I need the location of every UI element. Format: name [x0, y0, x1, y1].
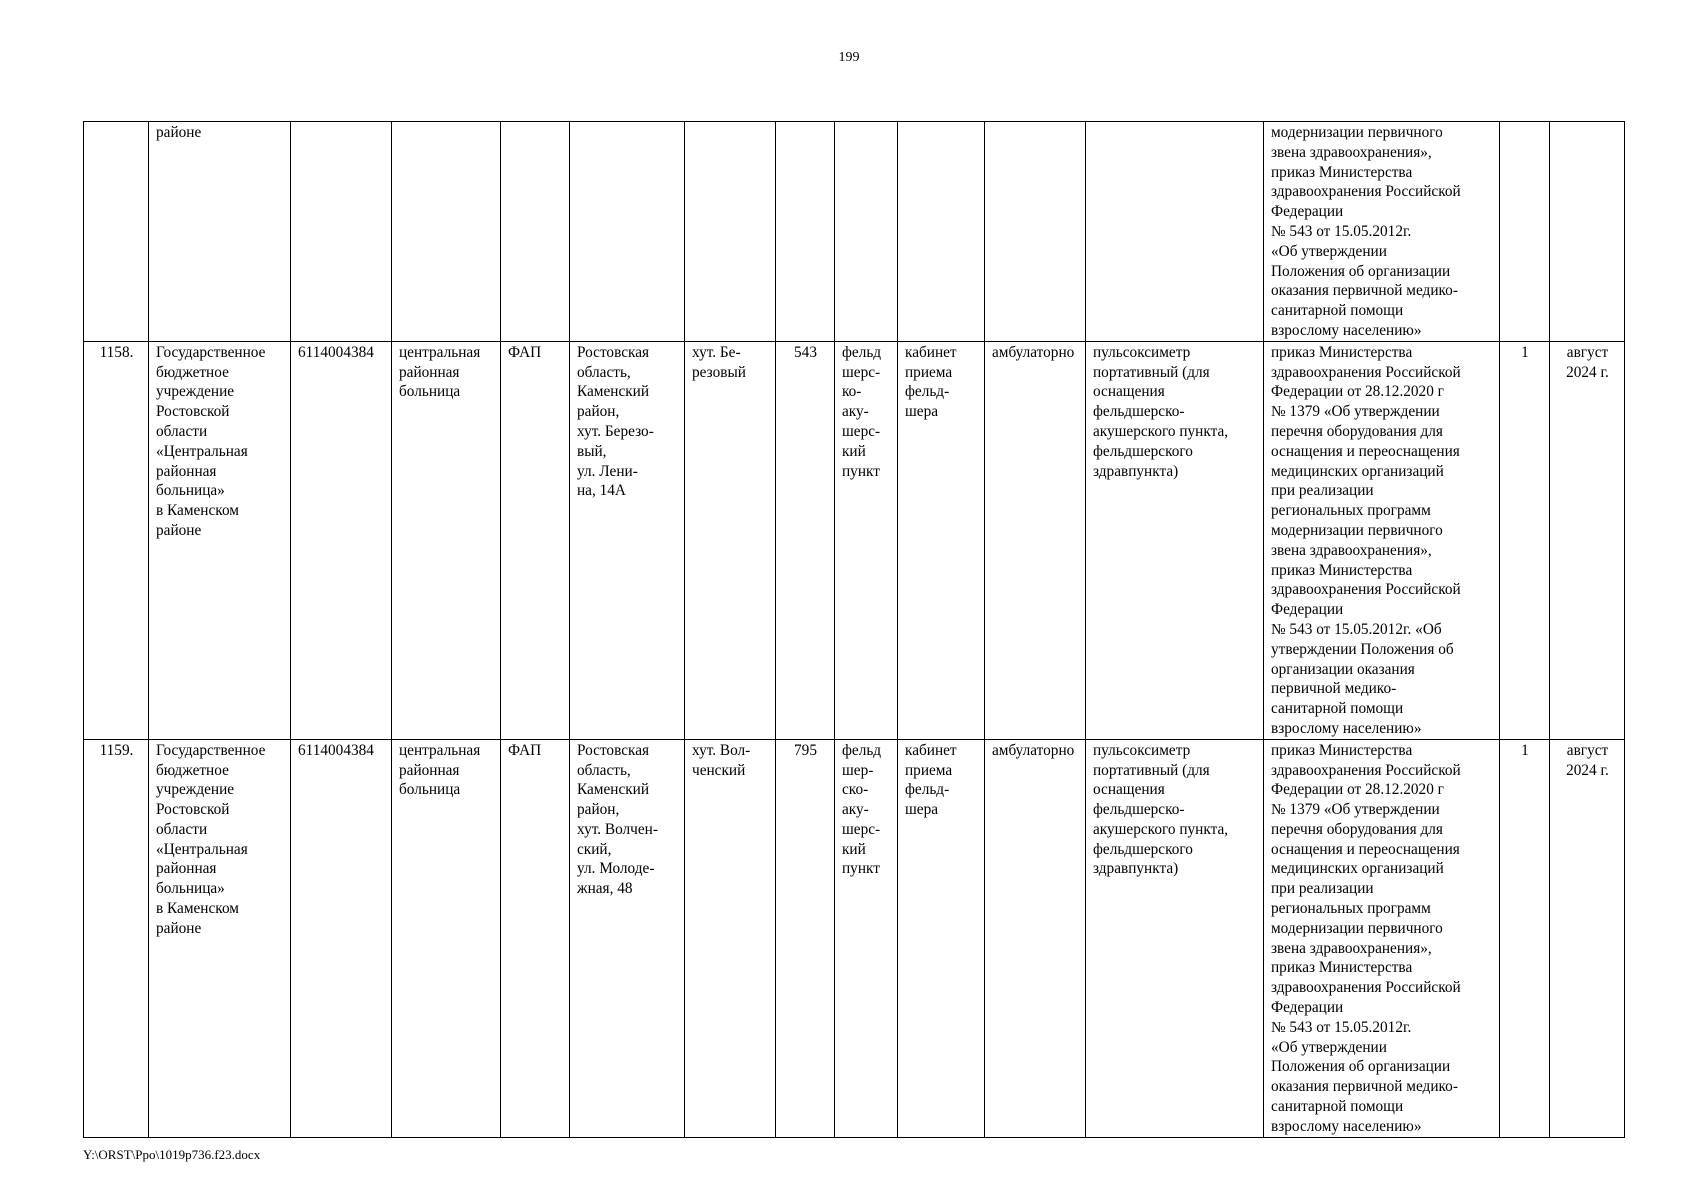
cell-institution-type: центральная районная больница	[392, 739, 501, 1137]
cell-number	[84, 122, 149, 342]
cell-date	[1550, 122, 1625, 342]
cell-quantity: 1	[1500, 739, 1550, 1137]
cell-room	[898, 122, 985, 342]
cell-structural-unit: фельд шерс- ко- аку- шерс- кий пункт	[835, 341, 898, 739]
footer-file-path: Y:\ORST\Ppo\1019p736.f23.docx	[83, 1147, 261, 1162]
cell-structural-unit	[835, 122, 898, 342]
cell-inn: 6114004384	[291, 341, 392, 739]
cell-population: 543	[776, 341, 835, 739]
cell-number: 1159.	[84, 739, 149, 1137]
cell-institution: Государственное бюджетное учреждение Ростовской области «Центральная районная больница» в Каменском районе	[149, 739, 291, 1137]
cell-documents: приказ Министерства здравоохранения Российской Федерации от 28.12.2020 г № 1379 «Об утверждении перечня оборудования для оснащения и переоснащения медицинских организаций при реализации региональных программ модернизации первичного звена здравоохранения», приказ Министерства здравоохранения Российской Федерации № 543 от 15.05.2012г. «Об утверждении Положения об организации оказания первичной медико- санитарной помощи взрослому населению»	[1264, 739, 1500, 1137]
cell-care-mode: амбулаторно	[985, 739, 1086, 1137]
cell-unit	[501, 122, 570, 342]
cell-care-mode: амбулаторно	[985, 341, 1086, 739]
cell-population	[776, 122, 835, 342]
cell-institution-type: центральная районная больница	[392, 341, 501, 739]
cell-settlement: хут. Бе- резовый	[685, 341, 776, 739]
equipment-table	[83, 121, 1625, 1138]
cell-address: Ростовская область, Каменский район, хут. Волчен- ский, ул. Молоде- жная, 48	[570, 739, 685, 1137]
cell-unit: ФАП	[501, 739, 570, 1137]
cell-unit: ФАП	[501, 341, 570, 739]
cell-address: Ростовская область, Каменский район, хут. Березо- вый, ул. Лени- на, 14А	[570, 341, 685, 739]
table-row	[84, 122, 1625, 342]
cell-institution-type	[392, 122, 501, 342]
page-number: 199	[838, 50, 860, 65]
table-row	[84, 739, 1625, 1137]
cell-inn: 6114004384	[291, 739, 392, 1137]
cell-institution: Государственное бюджетное учреждение Ростовской области «Центральная районная больница» в Каменском районе	[149, 341, 291, 739]
cell-number: 1158.	[84, 341, 149, 739]
cell-structural-unit: фельд шер- ско- аку- шерс- кий пункт	[835, 739, 898, 1137]
cell-documents: модернизации первичного звена здравоохранения», приказ Министерства здравоохранения Российской Федерации № 543 от 15.05.2012г. «Об утверждении Положения об организации оказания первичной медико- санитарной помощи взрослому населению»	[1264, 122, 1500, 342]
cell-room: кабинет приема фельд- шера	[898, 341, 985, 739]
cell-equipment: пульсоксиметр портативный (для оснащения фельдшерско- акушерского пункта, фельдшерского здравпункта)	[1086, 739, 1264, 1137]
cell-institution: районе	[149, 122, 291, 342]
cell-equipment: пульсоксиметр портативный (для оснащения фельдшерско- акушерского пункта, фельдшерского здравпункта)	[1086, 341, 1264, 739]
cell-quantity: 1	[1500, 341, 1550, 739]
cell-quantity	[1500, 122, 1550, 342]
cell-care-mode	[985, 122, 1086, 342]
cell-settlement	[685, 122, 776, 342]
cell-settlement: хут. Вол- ченский	[685, 739, 776, 1137]
cell-equipment	[1086, 122, 1264, 342]
cell-date: август 2024 г.	[1550, 739, 1625, 1137]
cell-documents: приказ Министерства здравоохранения Российской Федерации от 28.12.2020 г № 1379 «Об утверждении перечня оборудования для оснащения и переоснащения медицинских организаций при реализации региональных программ модернизации первичного звена здравоохранения», приказ Министерства здравоохранения Российской Федерации № 543 от 15.05.2012г. «Об утверждении Положения об организации оказания первичной медико- санитарной помощи взрослому населению»	[1264, 341, 1500, 739]
cell-population: 795	[776, 739, 835, 1137]
cell-inn	[291, 122, 392, 342]
cell-address	[570, 122, 685, 342]
cell-date: август 2024 г.	[1550, 341, 1625, 739]
cell-room: кабинет приема фельд- шера	[898, 739, 985, 1137]
table-row	[84, 341, 1625, 739]
